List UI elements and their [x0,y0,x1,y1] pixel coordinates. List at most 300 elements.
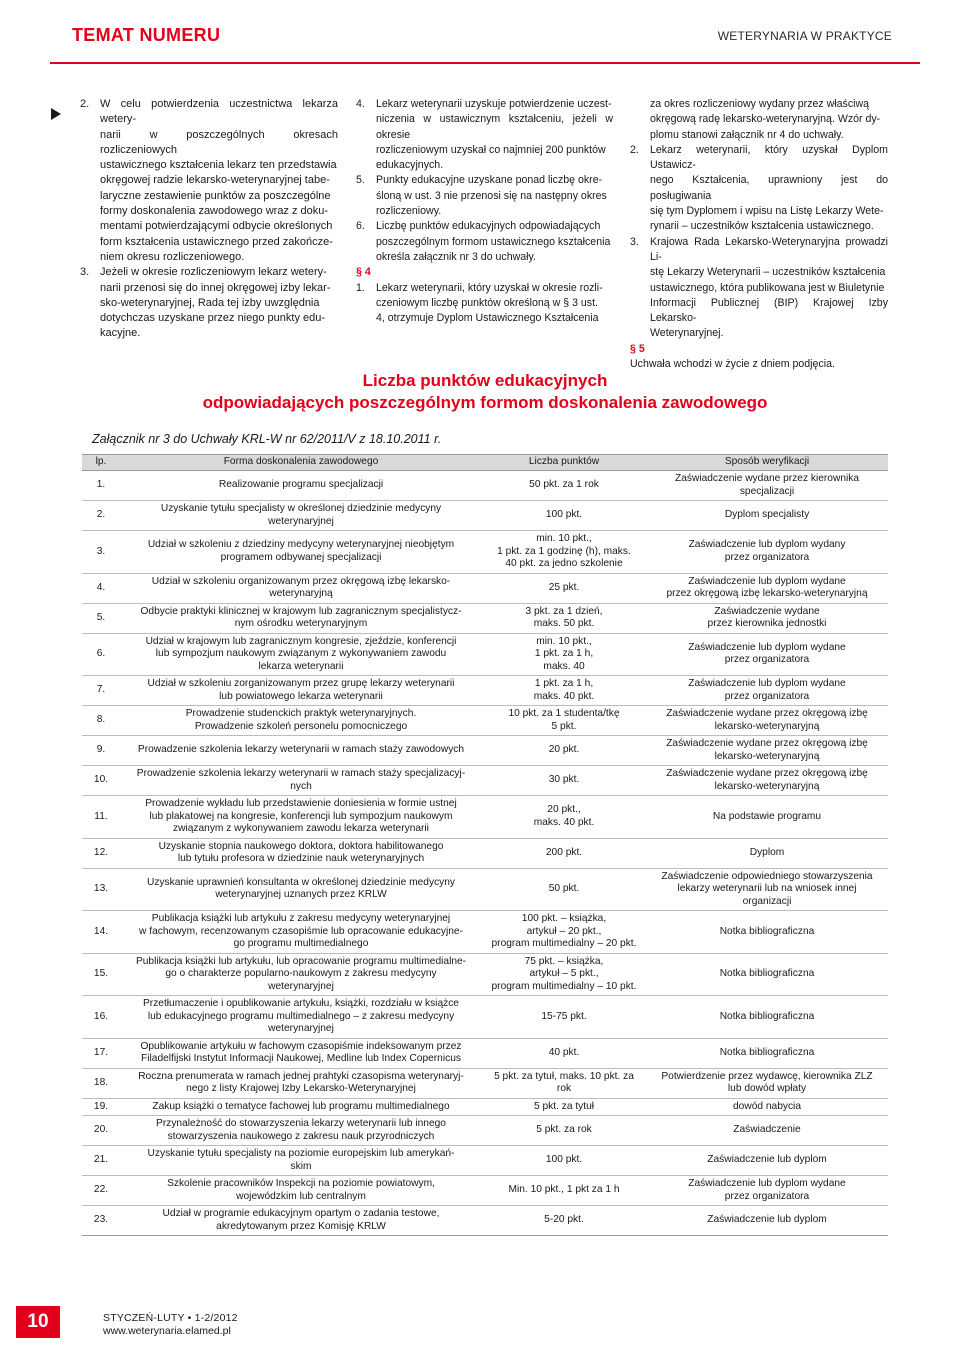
cell-line: skim [290,1160,312,1172]
row-lp [82,1098,120,1116]
text-line: się tym Dyplomem i wpisu na Listę Lekarzy Wete- [650,205,884,218]
cell-line: 20 pkt., [547,804,581,816]
text-line: śloną w ust. 3 nie przenosi się na następny okres [376,189,607,202]
row-verification [646,838,888,868]
cell-line: Zaświadczenie wydane przez okręgową izbę [666,768,868,779]
row-verification [646,603,888,633]
row-points [482,471,646,501]
cell-line: Na podstawie programu [712,810,822,822]
text-line: niczenia w ustawicznym kształceniu, jeżeli w okresie [376,113,613,141]
text-line: plomu stanowi załącznik nr 4 do uchwały. [650,128,844,141]
cell-line: Zaświadczenie wydane [714,605,820,617]
row-verification [646,1116,888,1146]
row-lp [82,676,120,706]
row-verification [646,633,888,676]
cell-line: Prowadzenie szkolenia lekarzy weterynarii w ramach staży specjalizacyj- [136,768,466,779]
education-points-table [82,454,888,1236]
cell-line: Zaświadczenie odpowiedniego stowarzyszenia [661,870,873,882]
cell-line: Przetłumaczenie i opublikowanie artykułu, książki, rozdziału w książce [143,998,459,1009]
row-verification [646,796,888,839]
cell-line: Notka bibliograficzna [719,968,815,979]
row-lp [82,1206,120,1236]
row-points [482,766,646,796]
cell-line: 22. [93,1184,109,1196]
cell-line: 15-75 pkt. [541,1010,587,1022]
cell-line: lub tytułu profesora w dziedzinie nauk weterynaryjnych [177,853,425,864]
cell-line: 14. [93,925,109,937]
row-lp [82,501,120,531]
cell-line: specjalizacji [739,485,795,497]
cell-line: program multimedialny – 20 pkt. [491,938,637,949]
cell-line: Filadelfijski Instytut Informacji Naukowej, Medline lub Index Copernicus [141,1053,461,1064]
cell-line: maks. 40 pkt. [533,816,595,828]
table-title-line-1: Liczba punktów edukacyjnych [362,371,608,390]
cell-line: lekarsko-weterynaryjną [714,750,820,762]
text-line: niem okresu rozliczeniowego. [100,250,245,263]
row-form [120,996,482,1039]
cell-line: programem odbywanej specjalizacji [220,551,382,563]
text-line: Punkty edukacyjne uzyskane ponad liczbę okre- [376,174,603,187]
item-text [376,173,613,219]
text-line: sko-weterynaryjnej, Rada tej izby uwzględnia [100,296,320,309]
text-line: rozliczeniowym uzyskał co najmniej 200 punktów [376,143,606,156]
cell-line: 5 pkt. [551,720,577,732]
page-number-badge: 10 [16,1306,60,1338]
table-title [0,370,960,414]
cell-line: Uzyskanie tytułu specjalisty w określonej dziedzinie medycyny [160,503,442,514]
cell-line: akredytowanym przez Komisję KRLW [216,1220,386,1232]
table-row [82,796,888,839]
page-header [0,0,960,70]
text-line: poszczególnym formom ustawicznego kształcenia [376,235,611,248]
table-row [82,1176,888,1206]
cell-line: min. 10 pkt., [536,635,592,647]
cell-line: weterynaryjnej uznanych przez KRLW [215,889,387,901]
table-row [82,471,888,501]
cell-line: 8. [96,714,106,726]
item-number: 6. [356,220,365,233]
cell-line: Zaświadczenie lub dyplom wydane [688,678,846,689]
row-form [120,1176,482,1206]
cell-line: 11. [94,810,108,822]
cell-line: 5 pkt. za tytuł [533,1100,595,1112]
item-text [650,97,888,143]
cell-line: Dyplom specjalisty [724,509,810,521]
row-form [120,953,482,996]
text-line: określa załącznik nr 3 do uchwały. [376,250,536,263]
row-form [120,1098,482,1116]
cell-line: go o charakterze popularno-naukowym z zakresu medycyny [165,968,437,979]
row-lp [82,953,120,996]
cell-line: 4. [96,581,106,593]
cell-line: 6. [96,648,106,659]
row-points [482,996,646,1039]
text-line: mentami potwierdzającymi odbycie określonych [100,220,333,233]
row-form [120,573,482,603]
cell-line: nego z listy Krajowej Izby Lekarsko-Weterynaryjnej [186,1083,416,1094]
row-points [482,1068,646,1098]
row-points [482,1146,646,1176]
cell-line: 10 pkt. za 1 studenta/tkę [508,708,620,719]
text-line: nego Kształcenia, uprawniony jest do posługiwania [650,174,888,202]
cell-line: Prowadzenie szkoleń personelu pomocniczego [194,720,408,732]
closing-statement: Uchwała wchodzi w życie z dniem podjęcia. [630,358,835,371]
text-line: stę Lekarzy Weterynarii – uczestników kształcenia [650,266,886,279]
cell-line: Publikacja książki lub artykułu z zakresu medycyny weterynaryjnej [151,913,451,924]
item-number: 3. [80,266,90,279]
cell-line: przez organizatora [724,654,810,666]
cell-line: go programu multimedialnego [233,938,369,949]
cell-line: nych [290,780,312,792]
table-caption: Załącznik nr 3 do Uchwały KRL-W nr 62/2011/V z 18.10.2011 r. [92,432,442,446]
text-line: Liczbę punktów edukacyjnych odpowiadających [376,220,601,233]
table-row [82,501,888,531]
journal-section-label: WETERYNARIA W PRAKTYCE [717,29,892,43]
row-points [482,796,646,839]
table-row [82,1068,888,1098]
row-points [482,1038,646,1068]
table-row [82,838,888,868]
cell-line: lub sympozjum naukowym związanym z wykonywaniem zawodu [155,648,447,659]
cell-line: Zaświadczenie lub dyplom wydane [688,575,846,587]
table-row [82,633,888,676]
row-form [120,603,482,633]
row-points [482,1116,646,1146]
text-line: 4, otrzymuje Dyplom Ustawicznego Kształcenia [376,312,599,325]
item-text [376,219,613,265]
cell-line: Udział w szkoleniu zorganizowanym przez grupę lekarzy weterynarii [147,678,455,689]
cell-line: Dyplom [749,846,785,858]
cell-line: maks. 40 pkt. [533,690,595,702]
cell-line: Notka bibliograficzna [719,1010,815,1022]
cell-line: 100 pkt. [545,1154,583,1166]
row-verification [646,1098,888,1116]
text-line: narii w poszczególnych okresach rozliczeniowych [100,128,338,156]
text-line: okręgowej radzie lekarsko-weterynaryjnej tabe- [100,174,330,187]
cell-line: Zaświadczenie lub dyplom wydany [688,539,846,551]
row-form [120,1038,482,1068]
row-verification [646,911,888,954]
row-verification [646,953,888,996]
table-title-line-2: odpowiadających poszczególnym formom doskonalenia zawodowego [202,393,768,412]
row-lp [82,796,120,839]
text-line: laryczne zestawienie punktów za poszczególne [100,189,331,202]
row-form [120,676,482,706]
cell-line: 17. [93,1046,109,1058]
item-number: 1. [356,281,365,294]
table-row [82,953,888,996]
cell-line: lekarsko-weterynaryjną [714,780,820,792]
cell-line: Min. 10 pkt., 1 pkt za 1 h [508,1184,620,1196]
cell-line: przez organizatora [724,551,810,563]
cell-line: 15. [93,968,109,979]
row-form [120,1206,482,1236]
cell-line: Notka bibliograficzna [719,925,815,937]
cell-line: nym ośrodku weterynaryjnym [234,618,368,629]
cell-line: lekarza weterynarii [258,660,344,672]
row-verification [646,736,888,766]
row-form [120,736,482,766]
item-number: 4. [356,98,365,110]
item-number: 2. [630,143,639,156]
cell-line: program multimedialny – 10 pkt. [491,980,637,992]
cell-line: lub dowód wpłaty [727,1083,807,1094]
paragraph-item-4 [356,97,613,173]
cell-line: 100 pkt. – książka, [521,913,607,924]
cell-line: Zaświadczenie [733,1124,801,1136]
text-line: Lekarz weterynarii, który uzyskał Dyplom Ustawicz- [650,143,888,172]
header-form: Forma doskonalenia zawodowego [120,455,482,471]
cell-line: 1 pkt. za 1 h, [534,648,594,659]
text-line: Jeżeli w okresie rozliczeniowym lekarz wetery- [100,266,327,279]
cell-line: lekarsko-weterynaryjną [714,720,820,732]
text-line: W celu potwierdzenia uczestnictwa lekarza wetery- [100,98,338,126]
item-text [376,281,613,327]
row-verification [646,1038,888,1068]
text-line: edukacyjnych. [376,159,444,172]
cell-line: 20 pkt. [548,744,580,756]
row-verification [646,471,888,501]
table-body [82,471,888,1236]
cell-line: weterynaryjnej [268,1023,334,1034]
paragraph-sign-4: § 4 [356,266,371,279]
cell-line: weterynaryjną [269,588,333,599]
cell-line: 1 pkt. za 1 h, [534,678,594,689]
text-line: Lekarz weterynarii, który uzyskał w okresie rozli- [376,281,603,294]
item-text [376,97,613,173]
cell-line: Roczna prenumerata w ramach jednej prahtyki czasopisma weterynaryj- [138,1070,464,1082]
continuation-arrow-icon [51,108,61,120]
paragraph-item-3 [80,265,338,341]
item-text [100,265,338,341]
row-lp [82,1116,120,1146]
text-line: formy doskonalenia zawodowego wraz z doku- [100,205,329,218]
row-points [482,531,646,574]
article-column-3 [630,97,888,372]
cell-line: Uzyskanie uprawnień konsultanta w określonej dziedzinie medycyny [146,876,456,888]
cell-line: 200 pkt. [545,846,583,858]
row-form [120,471,482,501]
website-link[interactable]: www.weterynaria.elamed.pl [103,1325,231,1337]
cell-line: 2. [96,509,106,521]
row-verification [646,766,888,796]
text-line: rozliczeniowy. [376,205,442,218]
row-form [120,1146,482,1176]
cell-line: Prowadzenie studenckich praktyk weterynaryjnych. [185,708,417,719]
cell-line: Udział w szkoleniu z dziedziny medycyny weterynaryjnej nieobjętym [147,539,455,551]
row-verification [646,676,888,706]
cell-line: 3 pkt. za 1 dzień, [525,605,603,617]
item-number: 5. [356,174,365,187]
text-line: Krajowa Rada Lekarsko-Weterynaryjna prowadzi Li- [650,235,888,263]
cell-line: Zaświadczenie lub dyplom [707,1154,827,1166]
paragraph-item-3 [630,235,888,342]
row-form [120,911,482,954]
row-lp [82,1038,120,1068]
cell-line: Zaświadczenie wydane przez okręgową izbę [666,738,868,749]
cell-line: dowód nabycia [733,1100,801,1112]
table-row [82,573,888,603]
cell-line: 21. [93,1154,109,1166]
cell-line: 18. [93,1076,109,1088]
cell-line: Zaświadczenie lub dyplom [707,1214,827,1226]
cell-line: 100 pkt. [545,509,583,521]
cell-line: Zaświadczenie lub dyplom wydane [688,641,846,653]
row-points [482,953,646,996]
paragraph-item-2 [630,143,888,235]
cell-line: Zaświadczenie lub dyplom wydane [688,1178,846,1189]
header-verification: Sposób weryfikacji [646,455,888,471]
row-lp [82,1176,120,1206]
cell-line: 16. [93,1010,109,1022]
text-line: okręgową radę lekarsko-weterynaryjną. Wzór dy- [650,113,881,126]
cell-line: organizacji [742,895,792,907]
cell-line: Zaświadczenie wydane przez kierownika [674,473,860,484]
table-row [82,868,888,911]
table-header-row [82,455,888,471]
paragraph-item-5 [356,173,613,219]
row-form [120,501,482,531]
cell-line: Prowadzenie szkolenia lekarzy weterynarii w ramach staży zawodowych [137,744,465,756]
row-form [120,868,482,911]
cell-line: 50 pkt. za 1 rok [529,479,599,491]
cell-line: 5 pkt. za rok [536,1124,592,1136]
cell-line: Przynależność do stowarzyszenia lekarzy weterynarii lub innego [156,1118,446,1129]
text-line: czeniowym liczbę punktów określoną w § 3 ust. [376,296,598,309]
cell-line: 20. [93,1124,109,1136]
row-points [482,603,646,633]
cell-line: 9. [96,744,106,756]
cell-line: 75 pkt. – książka, [524,955,604,967]
cell-line: weterynaryjnej [268,980,334,992]
row-verification [646,868,888,911]
cell-line: Potwierdzenie przez wydawcę, kierownika ZLZ [661,1070,873,1082]
cell-line: artykuł – 20 pkt., [526,925,602,937]
row-lp [82,736,120,766]
cell-line: 5-20 pkt. [544,1214,584,1226]
text-line: kacyjne. [100,327,141,340]
row-lp [82,996,120,1039]
cell-line: 1 pkt. za 1 godzinę (h), maks. [497,545,631,557]
row-verification [646,996,888,1039]
cell-line: przez kierownika jednostki [707,618,827,629]
row-points [482,911,646,954]
item-number: 3. [630,235,639,248]
paragraph-sign-5: § 5 [630,342,645,355]
cell-line: maks. 40 [543,660,585,672]
header-divider [50,62,920,64]
text-line: ustawicznego, która publikowana jest w Biuletynie [650,281,885,294]
cell-line: lekarzy weterynarii lub na wniosek innej [677,883,857,894]
row-points [482,1098,646,1116]
row-verification [646,706,888,736]
row-verification [646,1146,888,1176]
cell-line: przez organizatora [724,690,810,702]
section-title: TEMAT NUMERU [72,25,221,45]
row-points [482,736,646,766]
row-points [482,573,646,603]
cell-line: Udział w szkoleniu organizowanym przez okręgową izbę lekarsko- [151,575,451,587]
row-points [482,633,646,676]
row-form [120,633,482,676]
row-lp [82,531,120,574]
text-line: dotychczas uzyskane przez niego punkty edu- [100,312,326,325]
row-lp [82,911,120,954]
header-lp: lp. [82,455,120,471]
text-line: Lekarz weterynarii uzyskuje potwierdzenie uczest- [376,98,612,110]
cell-line: 25 pkt. [548,581,580,593]
text-line: form kształcenia ustawicznego przed zakończe- [100,235,333,248]
text-line: rynarii – uczestników kształcenia ustawicznego. [650,220,874,233]
row-lp [82,471,120,501]
cell-line: 10. [93,774,109,786]
table-row [82,706,888,736]
table-row [82,736,888,766]
cell-line: Udział w programie edukacyjnym opartym o zadania testowe, [162,1208,440,1219]
row-form [120,838,482,868]
cell-line: 5. [96,611,106,623]
row-lp [82,706,120,736]
cell-line: przez okręgową izbę lekarsko-weterynaryjną [666,588,868,599]
cell-line: maks. 50 pkt. [533,618,595,629]
issue-label: STYCZEŃ-LUTY • 1-2/2012 [103,1312,238,1324]
cell-line: Uzyskanie stopnia naukowego doktora, doktora habilitowanego [158,840,444,852]
paragraph-item-2 [80,97,338,265]
item-text [650,235,888,342]
cell-line: artykuł – 5 pkt., [529,968,599,979]
item-text [100,97,338,265]
text-line: Informacji Publicznej (BIP) Krajowej Izby Lekarsko- [650,296,888,325]
row-points [482,868,646,911]
header-points: Liczba punktów [482,455,646,471]
row-verification [646,531,888,574]
cell-line: Udział w krajowym lub zagranicznym kongresie, zjeździe, konferencji [145,635,457,647]
cell-line: 12. [93,846,109,858]
row-points [482,838,646,868]
table-row [82,531,888,574]
cell-line: 3. [96,545,106,557]
row-lp [82,573,120,603]
article-column-2 [356,97,613,326]
table-row [82,1098,888,1116]
row-form [120,1068,482,1098]
cell-line: 13. [93,883,109,894]
table-row [82,766,888,796]
cell-line: Zakup książki o tematyce fachowej lub programu multimedialnego [152,1100,450,1112]
paragraph-continuation [630,97,888,143]
row-lp [82,868,120,911]
text-line: Weterynaryjnej. [650,327,724,340]
cell-line: Opublikowanie artykułu w fachowym czasopiśmie indeksowanym przez [140,1040,462,1052]
cell-line: lub edukacyjnego programu multimedialnego – z zakresu medycyny [147,1010,455,1022]
cell-line: 5 pkt. za tytuł, maks. 10 pkt. za rok [494,1070,634,1094]
paragraph-item-6 [356,219,613,265]
cell-line: Uzyskanie tytułu specjalisty na poziomie europejskim lub amerykań- [147,1148,455,1159]
cell-line: 40 pkt. [548,1046,580,1058]
text-line: za okres rozliczeniowy wydany przez właściwą [650,98,870,110]
cell-line: Notka bibliograficzna [719,1046,815,1058]
row-form [120,1116,482,1146]
row-lp [82,838,120,868]
row-lp [82,633,120,676]
cell-line: Realizowanie programu specjalizacji [218,479,384,491]
row-verification [646,501,888,531]
row-points [482,501,646,531]
cell-line: Szkolenie pracowników Inspekcji na poziomie powiatowym, [167,1178,435,1189]
cell-line: związanym z wykonywaniem zawodu lekarza weterynarii [173,823,429,834]
row-form [120,766,482,796]
row-lp [82,603,120,633]
